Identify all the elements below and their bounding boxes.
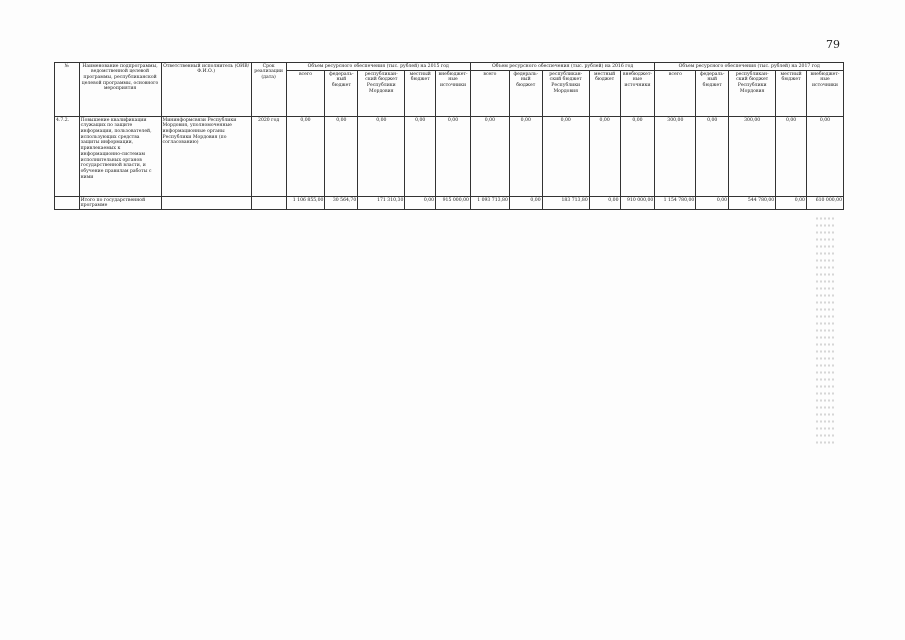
total-2016-total: 1 093 713,80 xyxy=(470,197,509,210)
total-executor xyxy=(161,197,251,210)
cell-2017-federal: 0,00 xyxy=(696,117,729,197)
total-2015-federal: 30 564,70 xyxy=(325,197,358,210)
header-total-2017: всего xyxy=(655,71,696,117)
header-executor: Ответственный исполнитель (ОИВ/Ф.И.О.) xyxy=(161,63,251,117)
cell-2016-federal: 0,00 xyxy=(509,117,542,197)
header-republic-2016: республикан-ский бюджет Республики Мордовия xyxy=(542,71,589,117)
header-total-2015: всего xyxy=(286,71,325,117)
total-2017-republic: 544 780,00 xyxy=(729,197,776,210)
header-local-2016: местный бюджет xyxy=(589,71,620,117)
total-2017-offbudget: 610 000,00 xyxy=(806,197,843,210)
header-republic-2017: республикан-ский бюджет Республики Мордовия xyxy=(729,71,776,117)
total-2016-local: 0,00 xyxy=(589,197,620,210)
header-offbudget-2016: внебюджет-ные источники xyxy=(620,71,655,117)
total-term xyxy=(251,197,286,210)
scan-noise-marks xyxy=(815,215,835,445)
cell-2015-offbudget: 0,00 xyxy=(436,117,471,197)
table-row xyxy=(55,117,844,197)
cell-2016-offbudget: 0,00 xyxy=(620,117,655,197)
header-offbudget-2017: внебюджет-ные источники xyxy=(806,71,843,117)
total-2016-offbudget: 910 000,00 xyxy=(620,197,655,210)
total-2015-total: 1 106 855,00 xyxy=(286,197,325,210)
header-row-groups xyxy=(55,63,844,71)
total-2017-total: 1 154 780,00 xyxy=(655,197,696,210)
cell-2016-total: 0,00 xyxy=(470,117,509,197)
header-group-2015: Объем ресурсного обеспечения (тыс. рублей) на 2015 год xyxy=(286,63,470,71)
header-local-2015: местный бюджет xyxy=(405,71,436,117)
header-republic-2015: республикан-ский бюджет Республики Мордовия xyxy=(358,71,405,117)
header-num: № xyxy=(55,63,80,117)
total-2015-offbudget: 915 000,00 xyxy=(436,197,471,210)
total-2017-local: 0,00 xyxy=(776,197,807,210)
total-row xyxy=(55,197,844,210)
header-federal-2015: федераль-ный бюджет xyxy=(325,71,358,117)
header-total-2016: всего xyxy=(470,71,509,117)
cell-2017-republic: 300,00 xyxy=(729,117,776,197)
row-num: 4.7.2. xyxy=(55,117,80,197)
budget-table xyxy=(54,62,844,210)
cell-2015-total: 0,00 xyxy=(286,117,325,197)
cell-2015-republic: 0,00 xyxy=(358,117,405,197)
header-group-2017: Объем ресурсного обеспечения (тыс. рублей) на 2017 год xyxy=(655,63,844,71)
header-name: Наименование подпрограммы, ведомственной целевой программы, республиканской целевой программы, основного мероприятия xyxy=(79,63,161,117)
total-2017-federal: 0,00 xyxy=(696,197,729,210)
cell-2017-offbudget: 0,00 xyxy=(806,117,843,197)
cell-2015-federal: 0,00 xyxy=(325,117,358,197)
row-term: 2020 год xyxy=(251,117,286,197)
cell-2016-republic: 0,00 xyxy=(542,117,589,197)
total-num xyxy=(55,197,80,210)
row-executor: Мининформсвязи Республики Мордовия, уполномоченные информационные органы Республики Мордовия (по согласованию) xyxy=(161,117,251,197)
page-number: 79 xyxy=(826,38,840,51)
header-offbudget-2015: внебюджет-ные источники xyxy=(436,71,471,117)
header-federal-2017: федераль-ный бюджет xyxy=(696,71,729,117)
cell-2017-total: 300,00 xyxy=(655,117,696,197)
cell-2015-local: 0,00 xyxy=(405,117,436,197)
total-2016-federal: 0,00 xyxy=(509,197,542,210)
total-2015-local: 0,00 xyxy=(405,197,436,210)
cell-2016-local: 0,00 xyxy=(589,117,620,197)
header-term: Срок реализации (дата) xyxy=(251,63,286,117)
total-2015-republic: 171 310,30 xyxy=(358,197,405,210)
total-label: Итого по государственной программе xyxy=(79,197,161,210)
row-name: Повышение квалификации служащих по защите информации, пользователей, использующих средства защиты информации, привлекаемых к информационно-системам исполнительных органов государственной власти, и обучение правилам работы с ними xyxy=(79,117,161,197)
total-2016-republic: 183 713,80 xyxy=(542,197,589,210)
header-local-2017: местный бюджет xyxy=(776,71,807,117)
header-federal-2016: федераль-ный бюджет xyxy=(509,71,542,117)
header-group-2016: Объем ресурсного обеспечения (тыс. рублей) на 2016 год xyxy=(470,63,654,71)
cell-2017-local: 0,00 xyxy=(776,117,807,197)
